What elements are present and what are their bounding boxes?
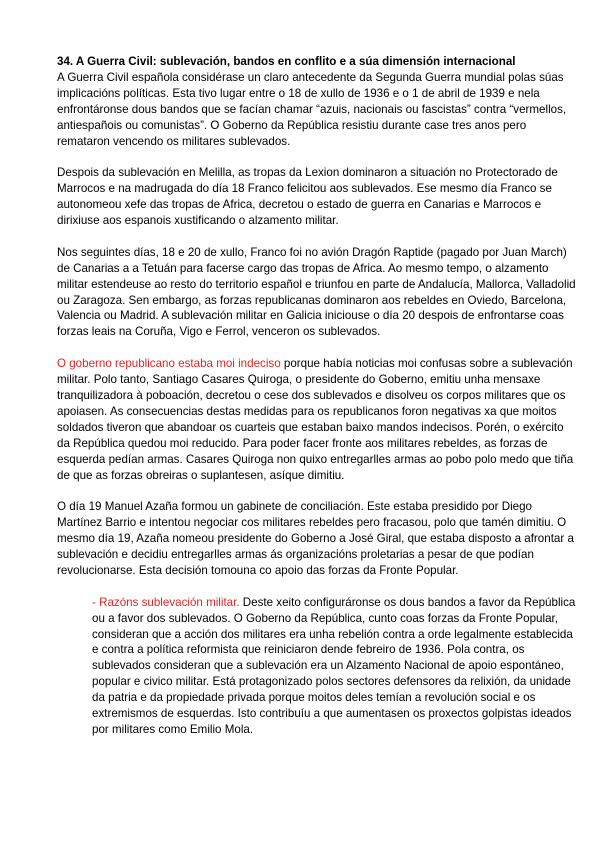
paragraph-azana-text: O día 19 Manuel Azaña formou un gabinete de conciliación. Este estaba presidido por Diego Martínez Barrio e intentou negociar cos militares rebeldes pero fracasou, polo que tamén dimitiu. O mesmo día 19, Azaña nomeou presidente do Goberno a José Giral, que estaba disposto a afrontar a sublevación e decidiu entregarlles armas ás organizacións proletarias a pesar de que podían revolucionarse. Esta decisión tomouna co apoio das forzas da Fronte Popular.: [57, 500, 574, 577]
paragraph-goberno-indeciso-text: porque había noticias moi confusas sobre a sublevación militar. Polo tanto, Santiago Casares Quiroga, o presidente do Goberno, emitiu unha mensaxe tranquilizadora à poboación, decretou o cese dos sublevados e disolveu os corpos militares que os apoiasen. As consecuencias destas medidas para os republicanos foron negativas xa que moitos soldados tiveron que abandoar os cuarteis que estaban baixo mandos indecisos. Porén, o exército da República quedou moi reducido. Para poder facer fronte aos militares rebeldes, as forzas de esquerda pedían armas. Casares Quiroga non quixo entregarlles armas ao pobo polo medo que tiña de que as forzas obreiras o suplantesen, asíque dimitiu.: [57, 357, 574, 482]
paragraph-melilla-text: Despois da sublevación en Melilla, as tropas da Lexion dominaron a situación no Protectorado de Marrocos e na madrugada do día 18 Franco felicitou aos sublevados. Ese mesmo día Franco se autonomeou xefe das tropas de Africa, decretou o estado de guerra en Canarias e Marrocos e dirixiuse aos espanois xustificando o alzamento militar.: [57, 166, 558, 228]
paragraph-razons-sublevacion: [92, 595, 579, 738]
paragraph-goberno-indeciso: [57, 356, 577, 483]
paragraph-franco-tetuan: [57, 245, 577, 340]
paragraph-melilla: [57, 165, 577, 229]
paragraph-razons-sublevacion-text: Deste xeito configuráronse os dous bandos a favor da República ou a favor dos sublevados. O Goberno da República, cunto coas forzas da Fronte Popular, consideran que a acción dos militares era unha rebelión contra a orde legalmente establecida e contra a política reformista que reiniciaron dende febreiro de 1936. Pola contra, os sublevados consideran que a sublevación era un Alzamento Nacional de apoio espontáneo, popular e civico militar. Está protagonizado polos sectores defensores da relixión, da unidade da patria e da propiedade privada porque moitos deles temían a revolución social e os extremismos de esquerdas. Isto contribuíu a que aumentasen os proxectos golpistas ideados por militares como Emilio Mola.: [92, 595, 576, 736]
paragraph-azana: [57, 499, 577, 579]
highlight-goberno-indeciso: O goberno republicano estaba moi indeciso: [57, 357, 281, 371]
document-title: 34. A Guerra Civil: sublevación, bandos en conflito e a súa dimensión internacional: [57, 55, 516, 68]
paragraph-intro: [57, 70, 577, 150]
highlight-razons-sublevacion: - Razóns sublevación militar.: [92, 595, 240, 609]
paragraph-intro-text: A Guerra Civil española considérase un claro antecedente da Segunda Guerra mundial polas súas implicacións políticas. Esta tivo lugar entre o 18 de xullo de 1936 e o 1 de abril de 1939 e nela enfrontáronse dous bandos que se facían chamar “azuis, nacionais ou fascistas” contra “vermellos, antiespañois ou comunistas”. O Goberno da República resistiu durante case tres anos pero remataron vencendo os militares sublevados.: [57, 70, 567, 148]
paragraph-franco-tetuan-text: Nos seguintes días, 18 e 20 de xullo, Franco foi no avión Dragón Raptide (pagado por Juan March) de Canarias a a Tetuán para facerse cargo das tropas de Africa. Ao mesmo tempo, o alzamento militar estendeuse ao resto do territorio español e triunfou en parte de Andalucía, Mallorca, Valladolid ou Zaragoza. Sen embargo, as forzas republicanas dominaron aos rebeldes en Oviedo, Barcelona, Valencia ou Madrid. A sublevación militar en Galicia iniciouse o día 20 despois de enfrontarse coas forzas leais na Coruña, Vigo e Ferrol, venceron os sublevados.: [57, 245, 576, 339]
document-page: [57, 54, 577, 754]
